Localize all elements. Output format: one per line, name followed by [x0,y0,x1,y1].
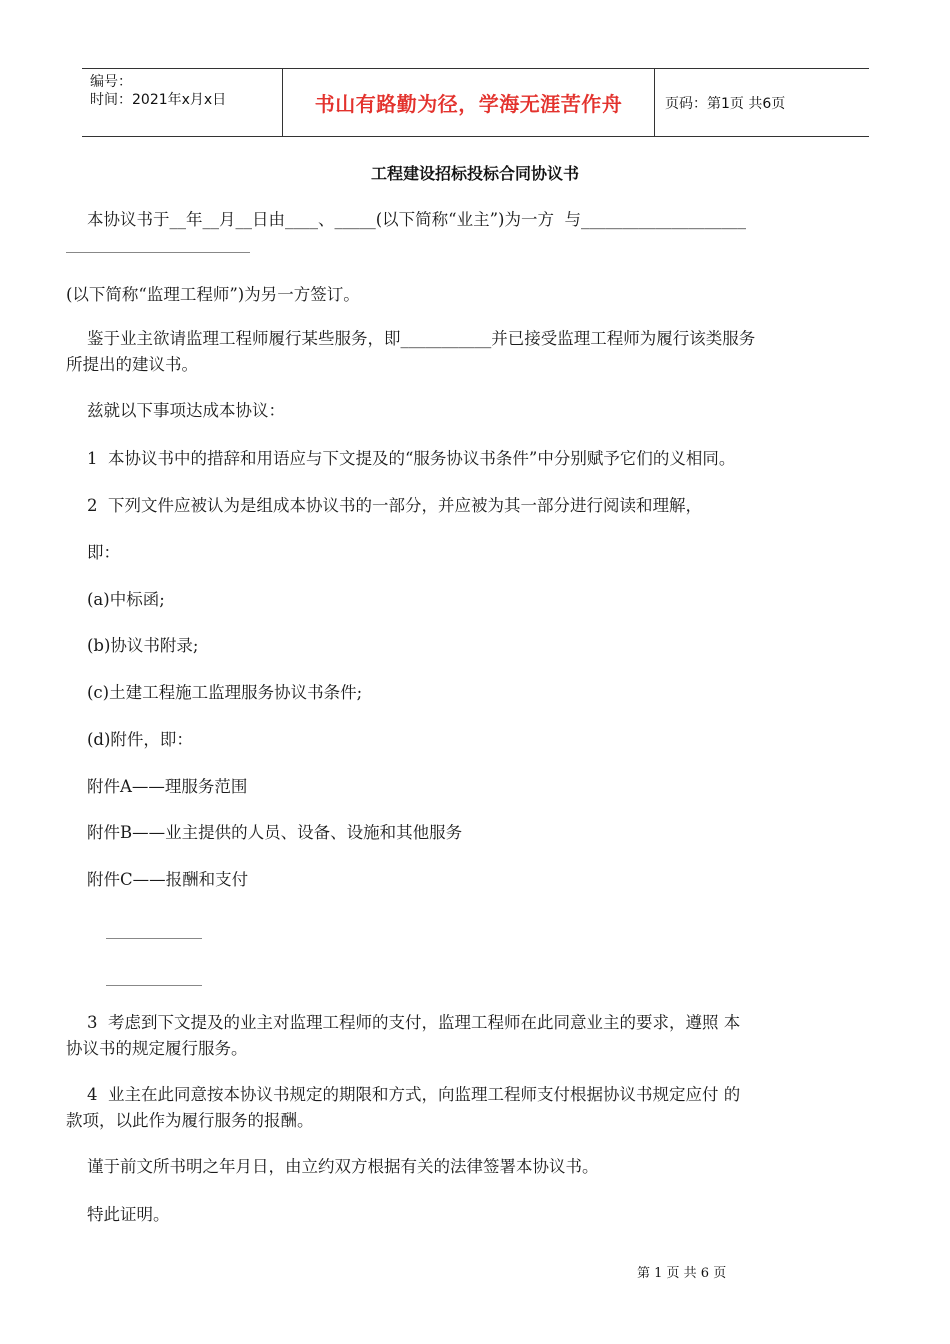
header-meta [82,69,282,136]
paragraph: 谨于前文所书明之年月日，由立约双方根据有关的法律签署本协议书。 [66,1157,599,1176]
time-label: 时间：2021年x月x日 [90,92,227,108]
paragraph: 2 下列文件应被认为是组成本协议书的一部分，并应被为其一部分进行阅读和理解， [66,496,702,515]
paragraph: 4 业主在此同意按本协议书规定的期限和方式，向监理工程师支付根据协议书规定应付 的 [66,1085,741,1104]
document-title: 工程建设招标投标合同协议书 [370,164,579,183]
paragraph: (b)协议书附录; [66,636,199,655]
paragraph: 附件B——业主提供的人员、设备、设施和其他服务 [66,823,463,842]
paragraph: 特此证明。 [66,1205,170,1224]
paragraph: 协议书的规定履行服务。 [66,1039,248,1058]
paragraph: 兹就以下事项达成本协议： [66,401,285,420]
paragraph: 款项，以此作为履行服务的报酬。 [66,1111,314,1130]
paragraph: (以下简称“监理工程师”)为另一方签订。 [66,285,360,304]
paragraph: (a)中标函; [66,590,165,609]
paragraph: 本协议书于__年__月__日由____、_____(以下简称“业主”)为一方 与____________________ [66,210,746,229]
page-header [82,68,869,137]
header-motto: 书山有路勤为径，学海无涯苦作舟 [282,69,655,136]
paragraph: 所提出的建议书。 [66,355,198,374]
paragraph: 3 考虑到下文提及的业主对监理工程师的支付，监理工程师在此同意业主的要求，遵照 本 [66,1013,741,1032]
blank-line [106,985,202,986]
paragraph: 附件A——理服务范围 [66,777,248,796]
page-footer: 第 1 页 共 6 页 [637,1266,727,1281]
paragraph: (d)附件，即： [66,730,193,749]
paragraph: (c)土建工程施工监理服务协议书条件; [66,683,363,702]
blank-line [106,938,202,939]
header-page-info: 页码：第1页 共6页 [665,95,786,112]
paragraph: 附件C——报酬和支付 [66,870,249,889]
number-label: 编号： [90,74,132,90]
paragraph: 即： [66,543,120,562]
paragraph: 1 本协议书中的措辞和用语应与下文提及的“服务协议书条件”中分别赋予它们的义相同。 [66,449,736,468]
blank-line [66,252,250,253]
paragraph: 鉴于业主欲请监理工程师履行某些服务，即___________并已接受监理工程师为履行该类服务 [66,329,756,348]
